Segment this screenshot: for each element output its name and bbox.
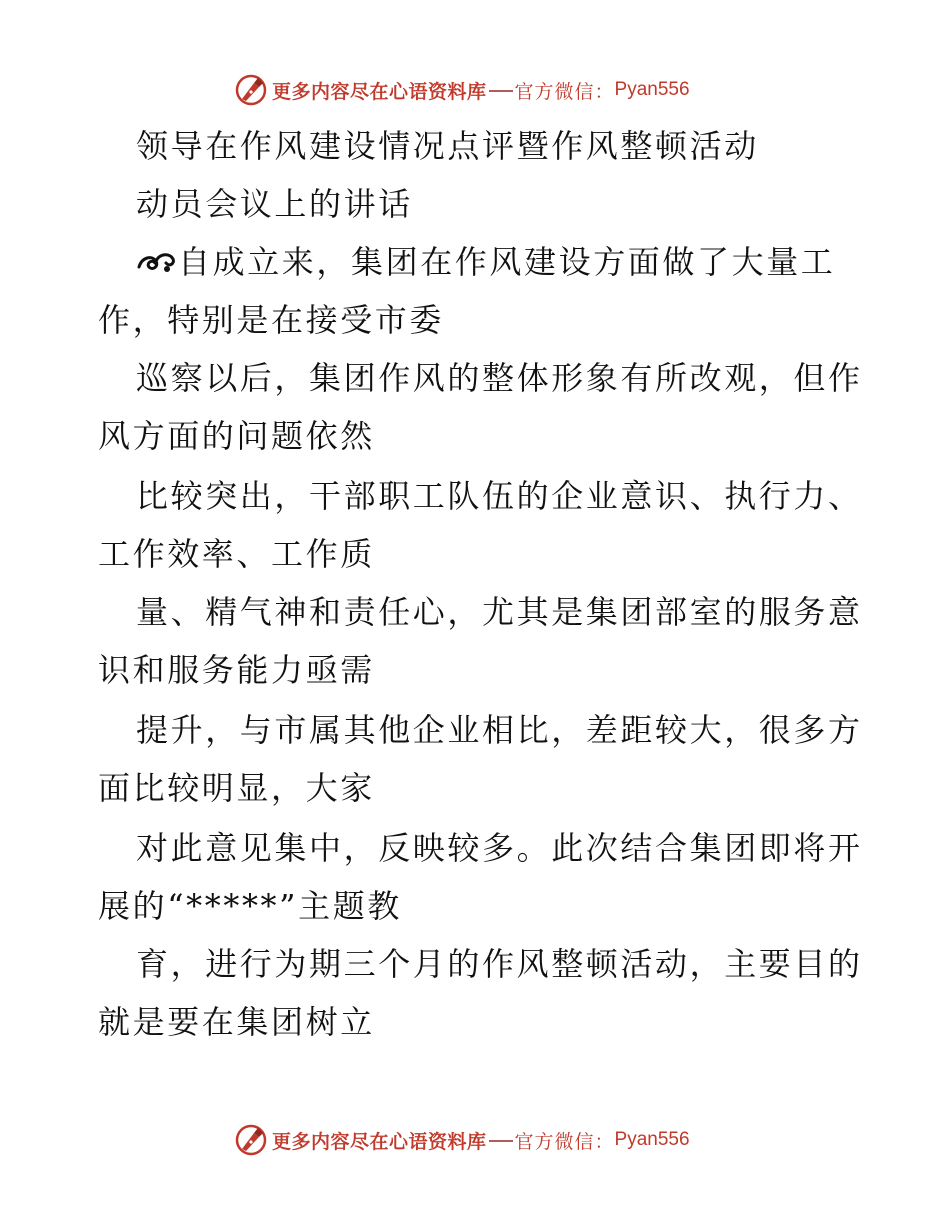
swirl-ornament-icon: [136, 247, 176, 277]
paragraph-line: 识和服务能力亟需: [98, 651, 375, 689]
paragraph-line: 提升，与市属其他企业相比，差距较大，很多方: [136, 711, 863, 749]
footer-wechat-id: Pyan556: [614, 1129, 690, 1150]
paragraph-line: 比较突出，干部职工队伍的企业意识、执行力、: [136, 477, 863, 515]
paragraph-line: 量、精气神和责任心，尤其是集团部室的服务意: [136, 593, 863, 631]
paragraph-line: 巡察以后，集团作风的整体形象有所改观，但作: [136, 359, 863, 397]
paragraph-line: [136, 242, 835, 282]
paragraph-line: 就是要在集团树立: [98, 1003, 375, 1041]
paragraph-line: 育，进行为期三个月的作风整顿活动，主要目的: [136, 945, 863, 983]
header-wechat-id: Pyan556: [614, 79, 690, 100]
paragraph-line: 对此意见集中，反映较多。此次结合集团即将开: [136, 829, 863, 867]
paragraph-line: 风方面的问题依然: [98, 417, 375, 455]
paragraph-line: 作，特别是在接受市委: [98, 301, 445, 339]
paragraph-line-text: 自成立来，集团在作风建设方面做了大量工: [178, 243, 836, 281]
footer-dash: [489, 1140, 513, 1142]
footer-site-text: 更多内容尽在心语资料库: [272, 1130, 487, 1153]
header-banner: [234, 72, 690, 108]
footer-wechat-label: 官方微信：: [514, 1130, 615, 1153]
header-site-text: 更多内容尽在心语资料库: [272, 80, 487, 103]
pen-nib-logo-icon: [234, 73, 268, 107]
paragraph-line: 工作效率、工作质: [98, 535, 375, 573]
header-wechat-label: 官方微信：: [514, 80, 615, 103]
paragraph-line: 面比较明显，大家: [98, 769, 375, 807]
header-dash: [489, 90, 513, 92]
title-line-2: 动员会议上的讲话: [136, 185, 413, 223]
paragraph-line: 展的“*****”主题教: [98, 887, 402, 925]
pen-nib-logo-icon: [234, 1123, 268, 1157]
footer-banner: [234, 1122, 690, 1158]
title-line-1: 领导在作风建设情况点评暨作风整顿活动: [136, 127, 759, 165]
